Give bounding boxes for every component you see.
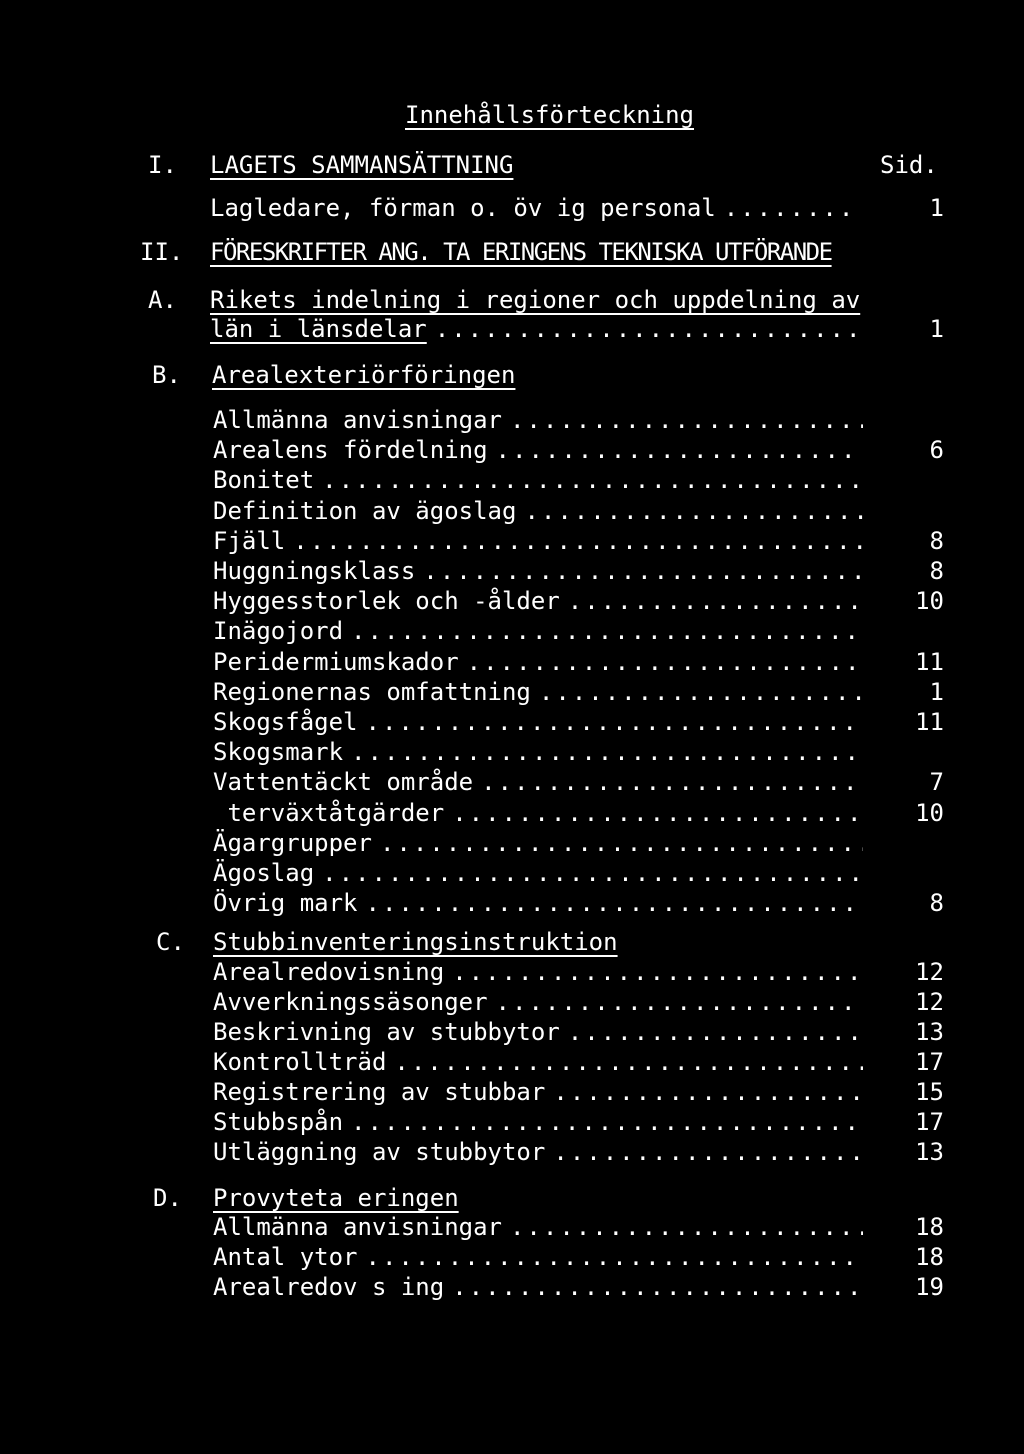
entry-label: Bonitet (213, 466, 315, 495)
leader-dots (366, 888, 864, 918)
leader-dots (568, 586, 863, 616)
leader-dots (496, 435, 863, 465)
leader-dots (496, 987, 863, 1017)
toc-entry (213, 1137, 863, 1167)
toc-entry (213, 1077, 863, 1107)
entry-page: 11 (915, 708, 944, 736)
page-column-header: Sid. (880, 151, 938, 179)
leader-dots (510, 405, 863, 435)
leader-dots (322, 858, 863, 888)
leader-dots (452, 1272, 863, 1302)
entry-label: Huggningsklass (213, 557, 416, 585)
entry-label: Övrig mark (213, 889, 358, 918)
toc-entry (213, 586, 863, 616)
entry-page: 10 (915, 798, 944, 827)
entry-page: 15 (915, 1078, 944, 1106)
toc-entry (210, 314, 860, 344)
toc-entry (213, 526, 863, 556)
entry-page: 1 (929, 677, 944, 706)
leader-dots (351, 1107, 863, 1137)
entry-page: 10 (915, 587, 944, 616)
entry-label: Antal ytor (213, 1243, 358, 1271)
section-numeral-d: D. (153, 1184, 182, 1212)
entry-label: Fjäll (213, 526, 286, 555)
entry-label: Skogsmark (213, 738, 344, 767)
leader-dots (510, 1212, 863, 1242)
toc-entry (213, 435, 863, 465)
entry-label: Hyggesstorlek och -ålder (213, 587, 560, 616)
leader-dots (423, 556, 863, 586)
toc-entry (213, 858, 863, 888)
toc-entry (213, 1107, 863, 1137)
toc-entry (213, 1047, 863, 1077)
toc-entry (213, 405, 863, 435)
entry-page: 1 (929, 194, 944, 222)
entry-label: Ägoslag (213, 859, 315, 887)
section-heading-a-line2: län i länsdelar (210, 315, 427, 343)
entry-label: Inägojord (213, 617, 344, 646)
toc-entry (213, 707, 863, 737)
entry-page: 13 (915, 1018, 944, 1046)
page-title: Innehållsförteckning (405, 101, 694, 129)
toc-entry (213, 737, 863, 767)
entry-page: 12 (915, 988, 944, 1016)
leader-dots (568, 1017, 863, 1047)
leader-dots (351, 737, 863, 767)
entry-label: Arealredovisning (213, 958, 445, 986)
entry-page: 8 (929, 889, 944, 918)
leader-dots (380, 828, 863, 858)
leader-dots (435, 314, 860, 344)
entry-label: Kontrollträd (213, 1048, 387, 1076)
entry-page: 7 (929, 768, 944, 797)
entry-page: 8 (929, 526, 944, 555)
section-heading-a-line1: Rikets indelning i regioner och uppdelning av (210, 286, 861, 314)
toc-entry (213, 496, 863, 526)
entry-page: 18 (915, 1243, 944, 1271)
section-numeral-c: C. (156, 928, 185, 956)
entry-label: Allmänna anvisningar (213, 406, 502, 434)
section-numeral-ii: II. (140, 238, 184, 266)
entry-label: terväxtåtgärder (213, 798, 445, 827)
entry-label: Registrering av stubbar (213, 1078, 546, 1106)
entry-page: 6 (929, 436, 944, 465)
entry-page: 17 (915, 1108, 944, 1136)
entry-label: Vattentäckt område (213, 768, 474, 797)
toc-entry (213, 1212, 863, 1242)
section-numeral-a: A. (148, 286, 177, 314)
section-heading-ii: FÖRESKRIFTER ANG. TA ERINGENS TEKNISKA UTFÖRANDE (210, 238, 832, 266)
toc-entry (213, 798, 863, 828)
leader-dots (351, 616, 863, 646)
entry-label: Peridermiumskador (213, 647, 459, 676)
entry-page: 19 (915, 1273, 944, 1301)
toc-entry (213, 888, 863, 918)
toc-entry (213, 828, 863, 858)
section-numeral-i: I. (148, 151, 177, 179)
entry-label: Ägargrupper (213, 828, 372, 857)
toc-entry (213, 647, 863, 677)
toc-entry (213, 677, 863, 707)
leader-dots (394, 1047, 863, 1077)
toc-entry (213, 987, 863, 1017)
entry-label: Regionernas omfattning (213, 677, 531, 706)
leader-dots (366, 1242, 864, 1272)
entry-label: Allmänna anvisningar (213, 1213, 502, 1241)
leader-dots (553, 1077, 863, 1107)
leader-dots (452, 957, 863, 987)
entry-page: 11 (915, 647, 944, 676)
leader-dots (724, 193, 860, 223)
section-heading-b: Arealexteriörföringen (212, 361, 516, 389)
entry-label: Lagledare, förman o. öv ig personal (210, 194, 716, 222)
entry-page: 1 (929, 315, 944, 343)
leader-dots (366, 707, 864, 737)
toc-entry (213, 616, 863, 646)
leader-dots (293, 526, 863, 556)
toc-entry (210, 193, 860, 223)
toc-entry (213, 556, 863, 586)
section-heading-d: Provyteta eringen (213, 1184, 459, 1212)
entry-page: 8 (929, 557, 944, 585)
leader-dots (467, 647, 863, 677)
toc-entry (213, 1017, 863, 1047)
entry-label: Skogsfågel (213, 708, 358, 736)
leader-dots (553, 1137, 863, 1167)
leader-dots (481, 767, 863, 797)
entry-label: Arealredov s ing (213, 1273, 445, 1301)
section-heading-c: Stubbinventeringsinstruktion (213, 928, 618, 956)
toc-entry (213, 1242, 863, 1272)
section-heading-i: LAGETS SAMMANSÄTTNING (210, 151, 514, 179)
leader-dots (539, 677, 863, 707)
entry-label: Arealens fördelning (213, 436, 488, 465)
entry-label: Stubbspån (213, 1108, 344, 1136)
entry-page: 18 (915, 1213, 944, 1241)
section-numeral-b: B. (152, 361, 181, 389)
toc-entry (213, 957, 863, 987)
entry-page: 13 (915, 1138, 944, 1166)
toc-entry (213, 1272, 863, 1302)
entry-label: Avverkningssäsonger (213, 988, 488, 1016)
entry-label: Beskrivning av stubbytor (213, 1018, 560, 1046)
toc-entry (213, 465, 863, 495)
leader-dots (452, 798, 863, 828)
entry-page: 17 (915, 1048, 944, 1076)
entry-label: Definition av ägoslag (213, 496, 517, 525)
entry-label: Utläggning av stubbytor (213, 1138, 546, 1166)
leader-dots (322, 465, 863, 495)
toc-entry (213, 767, 863, 797)
leader-dots (524, 496, 863, 526)
entry-page: 12 (915, 958, 944, 986)
